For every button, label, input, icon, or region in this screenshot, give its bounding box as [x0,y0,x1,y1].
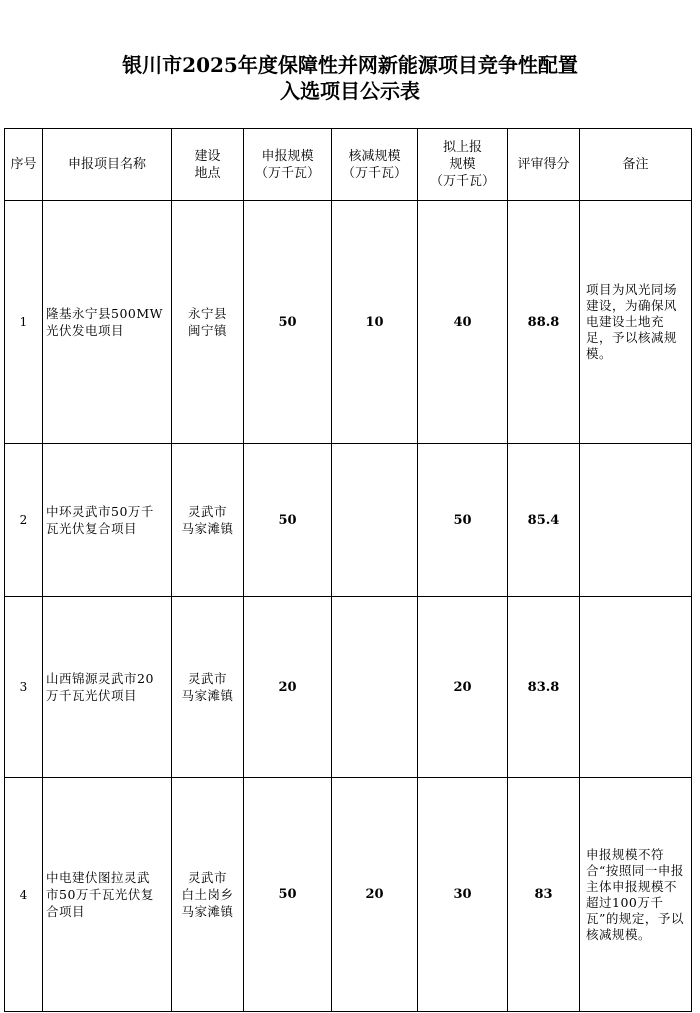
cell-planned-scale: 30 [418,778,508,1012]
cell-reduced-scale: 10 [332,201,418,444]
table-row [5,778,692,1012]
cell-declared-scale: 50 [244,444,332,597]
cell-reduced-scale [332,597,418,778]
cell-score: 88.8 [508,201,580,444]
cell-remarks: 申报规模不符合“按照同一申报主体申报规模不超过100万千瓦”的规定，予以核减规模。 [580,778,692,1012]
cell-seq: 4 [5,778,43,1012]
cell-reduced-scale: 20 [332,778,418,1012]
cell-score: 83.8 [508,597,580,778]
header-project-name: 申报项目名称 [43,129,172,201]
cell-project-name: 隆基永宁县500MW 光伏发电项目 [43,201,172,444]
cell-planned-scale: 20 [418,597,508,778]
projects-table [4,128,692,1012]
table-row [5,597,692,778]
header-planned-scale: 拟上报 规模 （万千瓦） [418,129,508,201]
cell-declared-scale: 50 [244,201,332,444]
table-header-row [5,129,692,201]
cell-remarks [580,444,692,597]
cell-remarks [580,597,692,778]
cell-declared-scale: 50 [244,778,332,1012]
cell-planned-scale: 40 [418,201,508,444]
header-score: 评审得分 [508,129,580,201]
cell-reduced-scale [332,444,418,597]
header-location: 建设 地点 [172,129,244,201]
cell-planned-scale: 50 [418,444,508,597]
header-reduced-scale: 核减规模 （万千瓦） [332,129,418,201]
cell-location: 灵武市 马家滩镇 [172,444,244,597]
header-remarks: 备注 [580,129,692,201]
cell-seq: 2 [5,444,43,597]
table-row [5,444,692,597]
cell-project-name: 山西锦源灵武市20 万千瓦光伏项目 [43,597,172,778]
document-title-line-1: 银川市2025年度保障性并网新能源项目竞争性配置 [122,53,578,77]
document-title-line-2: 入选项目公示表 [280,79,420,103]
cell-project-name: 中环灵武市50万千 瓦光伏复合项目 [43,444,172,597]
cell-location: 灵武市 马家滩镇 [172,597,244,778]
cell-seq: 1 [5,201,43,444]
cell-score: 83 [508,778,580,1012]
cell-remarks: 项目为风光同场建设，为确保风电建设土地充足，予以核减规模。 [580,201,692,444]
cell-declared-scale: 20 [244,597,332,778]
table-row [5,201,692,444]
cell-project-name: 中电建伏图拉灵武 市50万千瓦光伏复 合项目 [43,778,172,1012]
cell-seq: 3 [5,597,43,778]
cell-location: 永宁县 闽宁镇 [172,201,244,444]
header-seq: 序号 [5,129,43,201]
cell-location: 灵武市 白土岗乡 马家滩镇 [172,778,244,1012]
cell-score: 85.4 [508,444,580,597]
header-declared-scale: 申报规模 （万千瓦） [244,129,332,201]
